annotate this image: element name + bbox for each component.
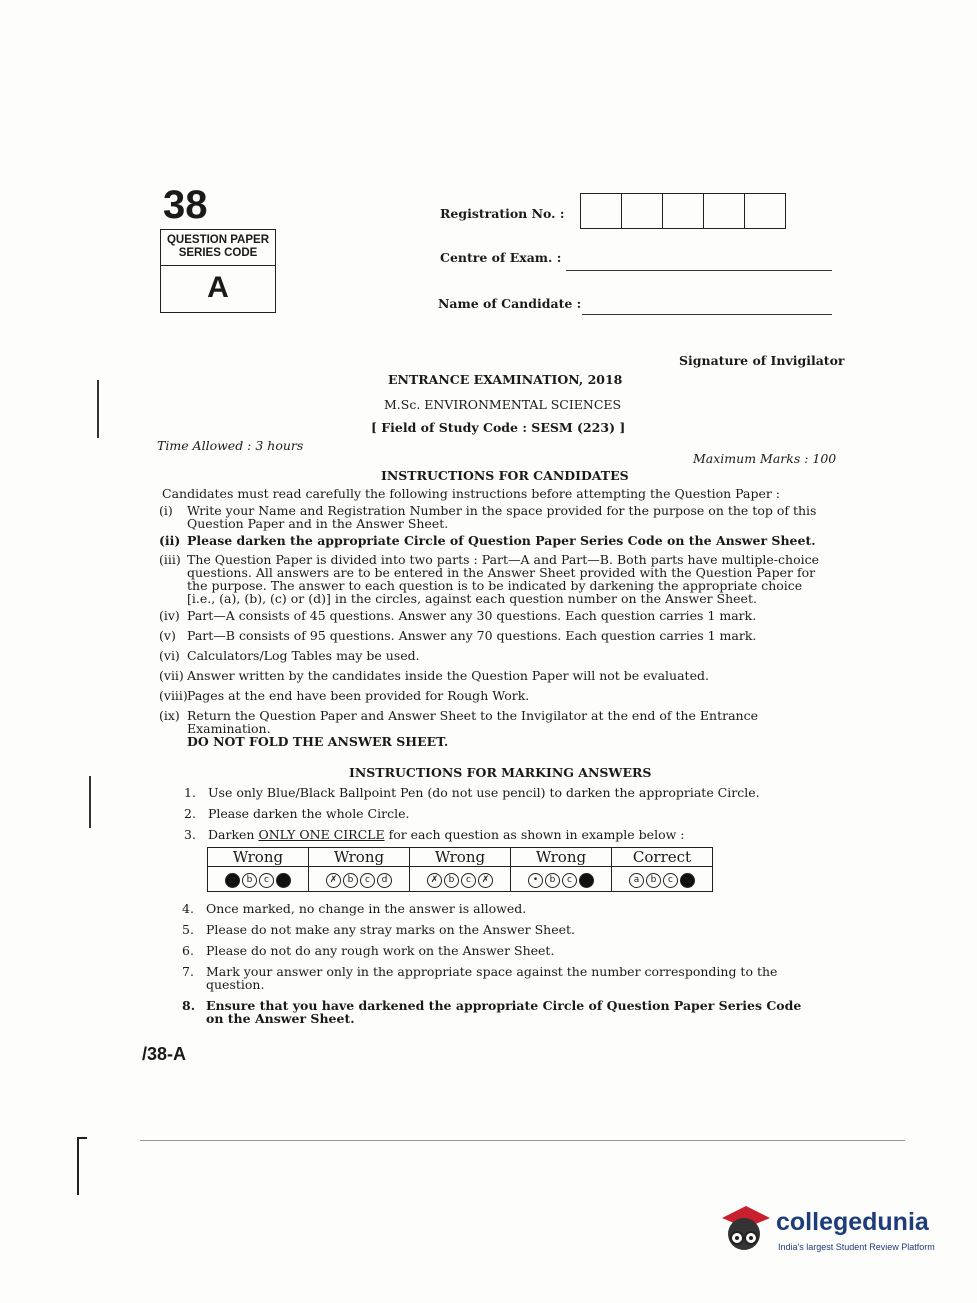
scan-line (140, 1140, 905, 1141)
example-label: Wrong (410, 848, 511, 867)
scan-mark (89, 776, 91, 828)
logo-text: collegedunia (776, 1208, 929, 1236)
marking-example-table (207, 847, 713, 892)
marking-list-bottom (182, 902, 822, 1025)
example-bubbles: ✗ b c d (309, 867, 410, 892)
crossed-bubble-icon: ✗ (478, 873, 493, 888)
scan-mark (77, 1137, 79, 1195)
marking-item: 8. Ensure that you have darkened the appropriate Circle of Question Paper Series Code on the Answer Sheet. (182, 998, 802, 1026)
filled-bubble-icon (680, 873, 695, 888)
instruction-item: (iv) Part—A consists of 45 questions. Answer any 30 questions. Each question carries 1 mark. (159, 608, 757, 623)
marking-item: 4. Once marked, no change in the answer is allowed. (182, 901, 527, 916)
registration-boxes[interactable] (580, 193, 786, 229)
maximum-marks: Maximum Marks : 100 (693, 451, 837, 466)
instruction-item: (ii) Please darken the appropriate Circle of Question Paper Series Code on the Answer Sheet. (159, 533, 816, 548)
example-bubbles: a b c (612, 867, 713, 892)
example-label: Correct (612, 848, 713, 867)
marking-item: 6. Please do not do any rough work on the Answer Sheet. (182, 943, 555, 958)
example-label: Wrong (511, 848, 612, 867)
centre-field[interactable] (566, 270, 832, 271)
filled-bubble-icon (225, 873, 240, 888)
marking-item: 5. Please do not make any stray marks on the Answer Sheet. (182, 922, 575, 937)
example-bubbles: • b c (511, 867, 612, 892)
marking-item: 3. Darken ONLY ONE CIRCLE for each question as shown in example below : (184, 827, 685, 842)
signature-label: Signature of Invigilator (679, 353, 845, 368)
candidate-label: Name of Candidate : (438, 296, 582, 311)
scan-mark (97, 380, 99, 438)
exam-title: ENTRANCE EXAMINATION, 2018 (388, 372, 623, 387)
instruction-item: (vii) Answer written by the candidates inside the Question Paper will not be evaluated. (159, 668, 709, 683)
example-bubbles: b c (208, 867, 309, 892)
example-label: Wrong (208, 848, 309, 867)
registration-label: Registration No. : (440, 206, 565, 221)
page-code: /38-A (142, 1044, 187, 1064)
time-allowed: Time Allowed : 3 hours (157, 438, 304, 453)
instruction-item: (viii) Pages at the end have been provided for Rough Work. (159, 688, 530, 703)
fold-note: DO NOT FOLD THE ANSWER SHEET. (187, 734, 449, 749)
marking-heading: INSTRUCTIONS FOR MARKING ANSWERS (349, 765, 652, 780)
crossed-bubble-icon: ✗ (427, 873, 442, 888)
instruction-item: (i) Write your Name and Registration Number in the space provided for the purpose on the top of this Question Paper and in the Answer Sheet. (159, 503, 817, 531)
scan-mark (77, 1137, 87, 1139)
marking-item: 1. Use only Blue/Black Ballpoint Pen (do not use pencil) to darken the appropriate Circle. (184, 785, 760, 800)
series-code-label: QUESTION PAPER SERIES CODE (161, 230, 275, 266)
instruction-item: (vi) Calculators/Log Tables may be used. (159, 648, 420, 663)
series-number: 38 (163, 183, 208, 227)
collegedunia-logo (716, 1200, 946, 1260)
marking-list-top (184, 786, 824, 841)
dot-bubble-icon: • (528, 873, 543, 888)
series-code-box (160, 229, 276, 313)
filled-bubble-icon (579, 873, 594, 888)
course-title: M.Sc. ENVIRONMENTAL SCIENCES (384, 397, 622, 412)
marking-item: 2. Please darken the whole Circle. (184, 806, 410, 821)
instruction-list (159, 504, 827, 748)
instructions-heading: INSTRUCTIONS FOR CANDIDATES (381, 468, 629, 483)
crossed-bubble-icon: ✗ (326, 873, 341, 888)
candidate-name-field[interactable] (582, 314, 832, 315)
example-bubbles: ✗ b c ✗ (410, 867, 511, 892)
series-code-letter: A (207, 271, 229, 304)
marking-item: 7. Mark your answer only in the appropriate space against the number corresponding to the question. (182, 964, 778, 992)
centre-label: Centre of Exam. : (440, 250, 562, 265)
instruction-item: (v) Part—B consists of 95 questions. Answer any 70 questions. Each question carries 1 mark. (159, 628, 757, 643)
logo-tagline: India's largest Student Review Platform (778, 1242, 935, 1252)
filled-bubble-icon (276, 873, 291, 888)
field-code: [ Field of Study Code : SESM (223) ] (371, 420, 626, 435)
mascot-icon (716, 1200, 772, 1260)
example-label: Wrong (309, 848, 410, 867)
instructions-intro: Candidates must read carefully the following instructions before attempting the Question Paper : (162, 486, 780, 501)
instruction-item: (iii) The Question Paper is divided into two parts : Part—A and Part—B. Both parts have multiple-choice questions. All answers are to be entered in the Answer Sheet provided with the Question Paper for the purpose. The answer to each question is to be indicated by darkening the appropriate choice [i.e., (a), (b), (c) or (d)] in the circles, against each question number on the Answer Sheet. (159, 552, 819, 606)
instruction-item: (ix) Return the Question Paper and Answer Sheet to the Invigilator at the end of the Entrance Examination. (159, 708, 759, 736)
